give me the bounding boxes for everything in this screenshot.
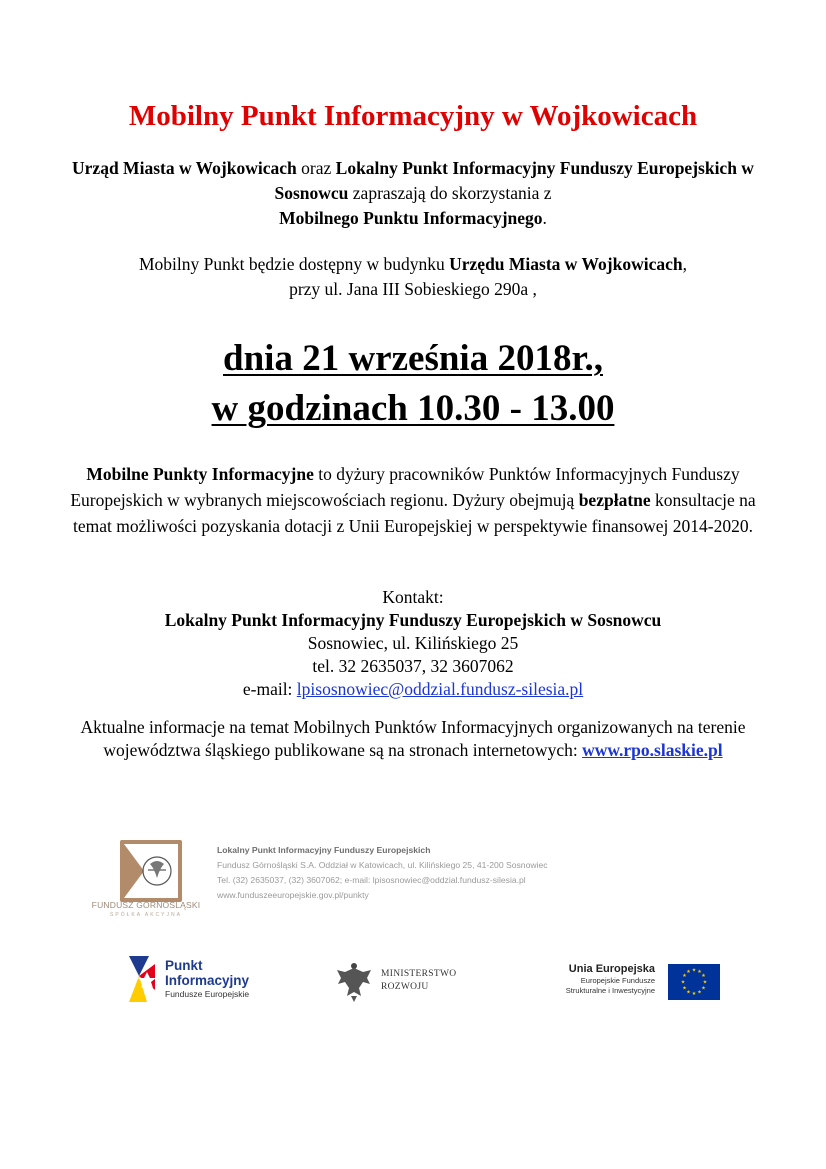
intro-mpi: Mobilnego Punktu Informacyjnego [279, 208, 543, 228]
fundusz-gornoslaski-logo [90, 840, 202, 920]
eagle-emblem-icon [124, 844, 178, 898]
mr-line2: ROZWOJU [381, 982, 429, 992]
desc-part1: to dyżury pracowników Punktów Informacyjnych Funduszy Europejskich w wybranych miejscowościach regionu. Dyżury obejmują [70, 464, 740, 510]
contact-email-row [60, 678, 766, 701]
svg-text:★: ★ [686, 969, 691, 975]
fundusz-name: FUNDUSZ GÓRNOŚLĄSKI [91, 900, 201, 910]
org-city-hall: Urząd Miasta w Wojkowicach [72, 158, 297, 178]
lpi-info-line1: Fundusz Górnośląski S.A. Oddział w Katowicach, ul. Kilińskiego 25, 41-200 Sosnowiec [217, 860, 548, 870]
contact-name: Lokalny Punkt Informacyjny Funduszy Europejskich w Sosnowcu [164, 610, 662, 630]
contact-phone: tel. 32 2635037, 32 3607062 [312, 656, 514, 676]
news-paragraph [60, 716, 766, 762]
pi-line3: Fundusze Europejskie [165, 989, 250, 999]
pi-text [165, 958, 249, 1000]
intro-invite: zapraszają do skorzystania z [348, 183, 552, 203]
intro-and: oraz [296, 158, 336, 178]
ministerstwo-rozwoju-logo [335, 960, 475, 1004]
eu-stars-icon [668, 964, 720, 1000]
lpi-info-line2: Tel. (32) 2635037, (32) 3607062; e-mail: lpisosnowiec@oddzial.fundusz-silesia.pl [217, 875, 526, 885]
intro-dot: . [542, 208, 547, 228]
news-text: Aktualne informacje na temat Mobilnych Punktów Informacyjnych organizowanych na terenie województwa śląskiego publikowane są na stronach internetowych: [80, 717, 746, 760]
page-title: Mobilny Punkt Informacyjny w Wojkowicach [128, 100, 698, 132]
email-link[interactable]: lpisosnowiec@oddzial.fundusz-silesia.pl [296, 679, 584, 699]
svg-text:★: ★ [682, 985, 687, 992]
ue-line1: Unia Europejska [568, 963, 655, 975]
svg-text:★: ★ [697, 989, 702, 996]
svg-text:★: ★ [701, 985, 706, 992]
location-building: Urzędu Miasta w Wojkowicach [449, 254, 683, 274]
rpo-link[interactable]: www.rpo.slaskie.pl [582, 740, 723, 760]
unia-europejska-logo [545, 962, 725, 1002]
fundusz-emblem-icon [120, 840, 182, 902]
description-paragraph [60, 461, 766, 539]
desc-part2: konsultacje na temat możliwości pozyskania dotacji z Unii Europejskiej w perspektywie finansowej 2014-2020. [73, 490, 756, 536]
mr-line1: MINISTERSTWO [381, 969, 457, 979]
fundusz-sub: SPÓŁKA AKCYJNA [110, 912, 182, 918]
svg-text:★: ★ [697, 969, 702, 975]
lpi-info-head: Lokalny Punkt Informacyjny Funduszy Europejskich [217, 845, 431, 855]
svg-text:★: ★ [701, 973, 706, 979]
mr-text [381, 968, 456, 994]
ue-line2: Europejskie Fundusze [580, 976, 655, 985]
email-label: e-mail: [242, 679, 297, 699]
svg-text:★: ★ [702, 979, 708, 986]
svg-text:★: ★ [691, 967, 697, 974]
contact-label: Kontakt: [382, 587, 444, 607]
lpi-info-block [217, 843, 637, 903]
polish-eagle-icon [335, 960, 373, 1004]
ue-text [566, 962, 655, 996]
intro-paragraph [60, 156, 766, 231]
location-pre: Mobilny Punkt będzie dostępny w budynku [139, 254, 450, 274]
svg-text:★: ★ [691, 991, 697, 997]
ue-line3: Strukturalne i Inwestycyjne [565, 986, 655, 995]
event-date: dnia 21 września 2018r., [223, 338, 603, 379]
svg-text:★: ★ [680, 979, 686, 986]
pi-line1: Punkt [165, 958, 203, 973]
eu-flag-icon [668, 964, 720, 1000]
date-block [0, 334, 826, 434]
pi-line2: Informacyjny [165, 973, 250, 988]
fe-star-icon [125, 954, 163, 1004]
svg-text:★: ★ [682, 973, 687, 979]
location-comma: , [682, 254, 687, 274]
lpi-info-line3: www.funduszeeuropejskie.gov.pl/punkty [217, 890, 369, 900]
location-address: przy ul. Jana III Sobieskiego 290a , [289, 279, 537, 299]
desc-mpi: Mobilne Punkty Informacyjne [86, 464, 314, 484]
desc-free: bezpłatne [578, 490, 651, 510]
location-paragraph [60, 252, 766, 302]
event-hours: w godzinach 10.30 - 13.00 [211, 388, 615, 429]
org-lpi: Lokalny Punkt Informacyjny Funduszy Europejskich w Sosnowcu [274, 158, 754, 203]
svg-text:★: ★ [686, 989, 691, 996]
punkt-informacyjny-logo [125, 954, 285, 1006]
contact-block [60, 586, 766, 701]
contact-address: Sosnowiec, ul. Kilińskiego 25 [307, 633, 519, 653]
